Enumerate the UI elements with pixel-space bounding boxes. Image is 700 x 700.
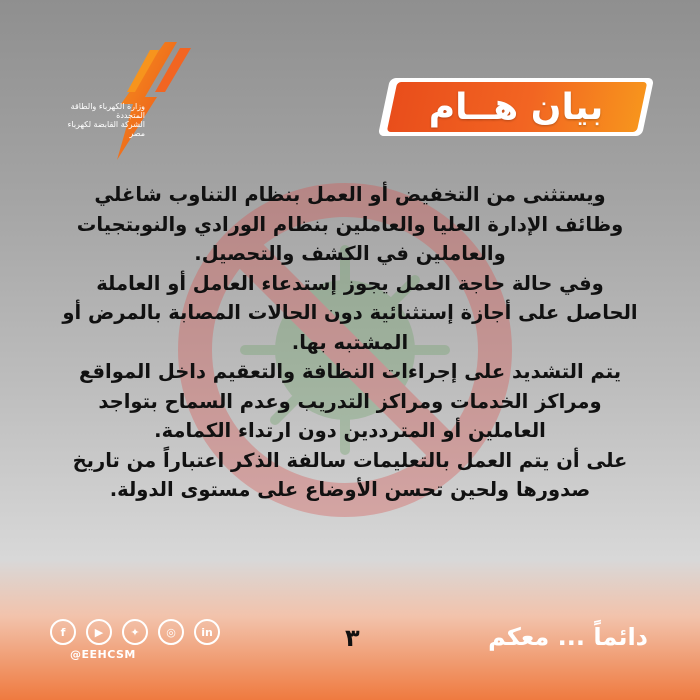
paragraph: يتم التشديد على إجراءات النظافة والتعقيم داخل المواقع ومراكز الخدمات ومراكز التدريب وعدم السماح بتواجد العاملين أو المترددين دون ارتداء الكمامة. bbox=[78, 360, 622, 442]
logo-line-2: الشركة القابضة لكهرباء مصر bbox=[67, 120, 145, 138]
facebook-icon[interactable]: f bbox=[50, 619, 76, 645]
page-number: ٣ bbox=[345, 624, 360, 652]
instagram-icon[interactable]: ◎ bbox=[158, 619, 184, 645]
social-handle: @EEHCSM bbox=[70, 648, 136, 661]
linkedin-icon[interactable]: in bbox=[194, 619, 220, 645]
lightning-bolt-icon bbox=[95, 42, 195, 160]
logo-line-1: وزارة الكهرباء والطاقة المتجددة bbox=[70, 102, 145, 120]
paragraph: وفي حالة حاجة العمل يجوز إستدعاء العامل أو العاملة الحاصل على أجازة إستثنائية دون الحالات المصابة بالمرض أو المشتبه بها. bbox=[62, 271, 638, 354]
paragraph: ويستثنى من التخفيض أو العمل بنظام التناوب شاغلي وظائف الإدارة العليا والعاملين بنظام الورادي والنوبتجيات والعاملين في الكشف والتحصيل. bbox=[76, 183, 624, 265]
paragraph: على أن يتم العمل بالتعليمات سالفة الذكر اعتباراً من تاريخ صدورها ولحين تحسن الأوضاع على مستوى الدولة. bbox=[72, 448, 628, 501]
twitter-icon[interactable]: ✦ bbox=[122, 619, 148, 645]
slogan: دائماً ... معكم bbox=[488, 623, 648, 651]
page-title: بيان هــام bbox=[428, 86, 604, 128]
youtube-icon[interactable]: ▶ bbox=[86, 619, 112, 645]
announcement-body bbox=[60, 180, 640, 505]
social-links bbox=[50, 619, 220, 645]
title-banner bbox=[384, 78, 648, 136]
company-logo bbox=[55, 42, 195, 160]
logo-text bbox=[55, 102, 145, 138]
